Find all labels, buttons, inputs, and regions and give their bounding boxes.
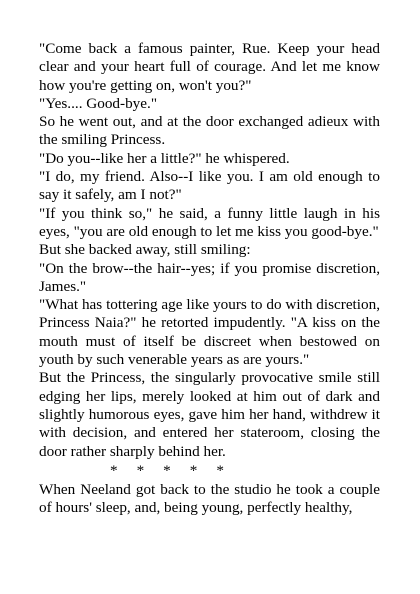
paragraph: "I do, my friend. Also--I like you. I am old enough to say it safely, am I not?" [39, 168, 380, 204]
paragraph: "On the brow--the hair--yes; if you promise discretion, James." [39, 259, 380, 295]
paragraph: But the Princess, the singularly provocative smile still edging her lips, merely looked at him out of dark and slightly humorous eyes, gave him her hand, withdrew it with decision, and entered her stateroom, closing the door rather sharply behind her. [39, 369, 380, 460]
paragraph: "Come back a famous painter, Rue. Keep your head clear and your heart full of courage. And let me know how you're getting on, won't you?" [39, 40, 380, 94]
paragraph: But she backed away, still smiling: [39, 241, 251, 259]
section-separator: * * * * * [110, 461, 224, 479]
paragraph: "Do you--like her a little?" he whispered. [39, 149, 290, 167]
book-page [39, 40, 380, 517]
paragraph: When Neeland got back to the studio he took a couple of hours' sleep, and, being young, perfectly healthy, [39, 480, 380, 517]
paragraph: "What has tottering age like yours to do with discretion, Princess Naia?" he retorted impudently. "A kiss on the mouth must of itself be discreet when bestowed on youth by such venerable years as are yours." [39, 296, 380, 369]
paragraph: So he went out, and at the door exchanged adieux with the smiling Princess. [39, 113, 380, 149]
paragraph: "Yes.... Good-bye." [39, 94, 158, 112]
paragraph: "If you think so," he said, a funny little laugh in his eyes, "you are old enough to let me kiss you good-bye." [39, 204, 380, 240]
